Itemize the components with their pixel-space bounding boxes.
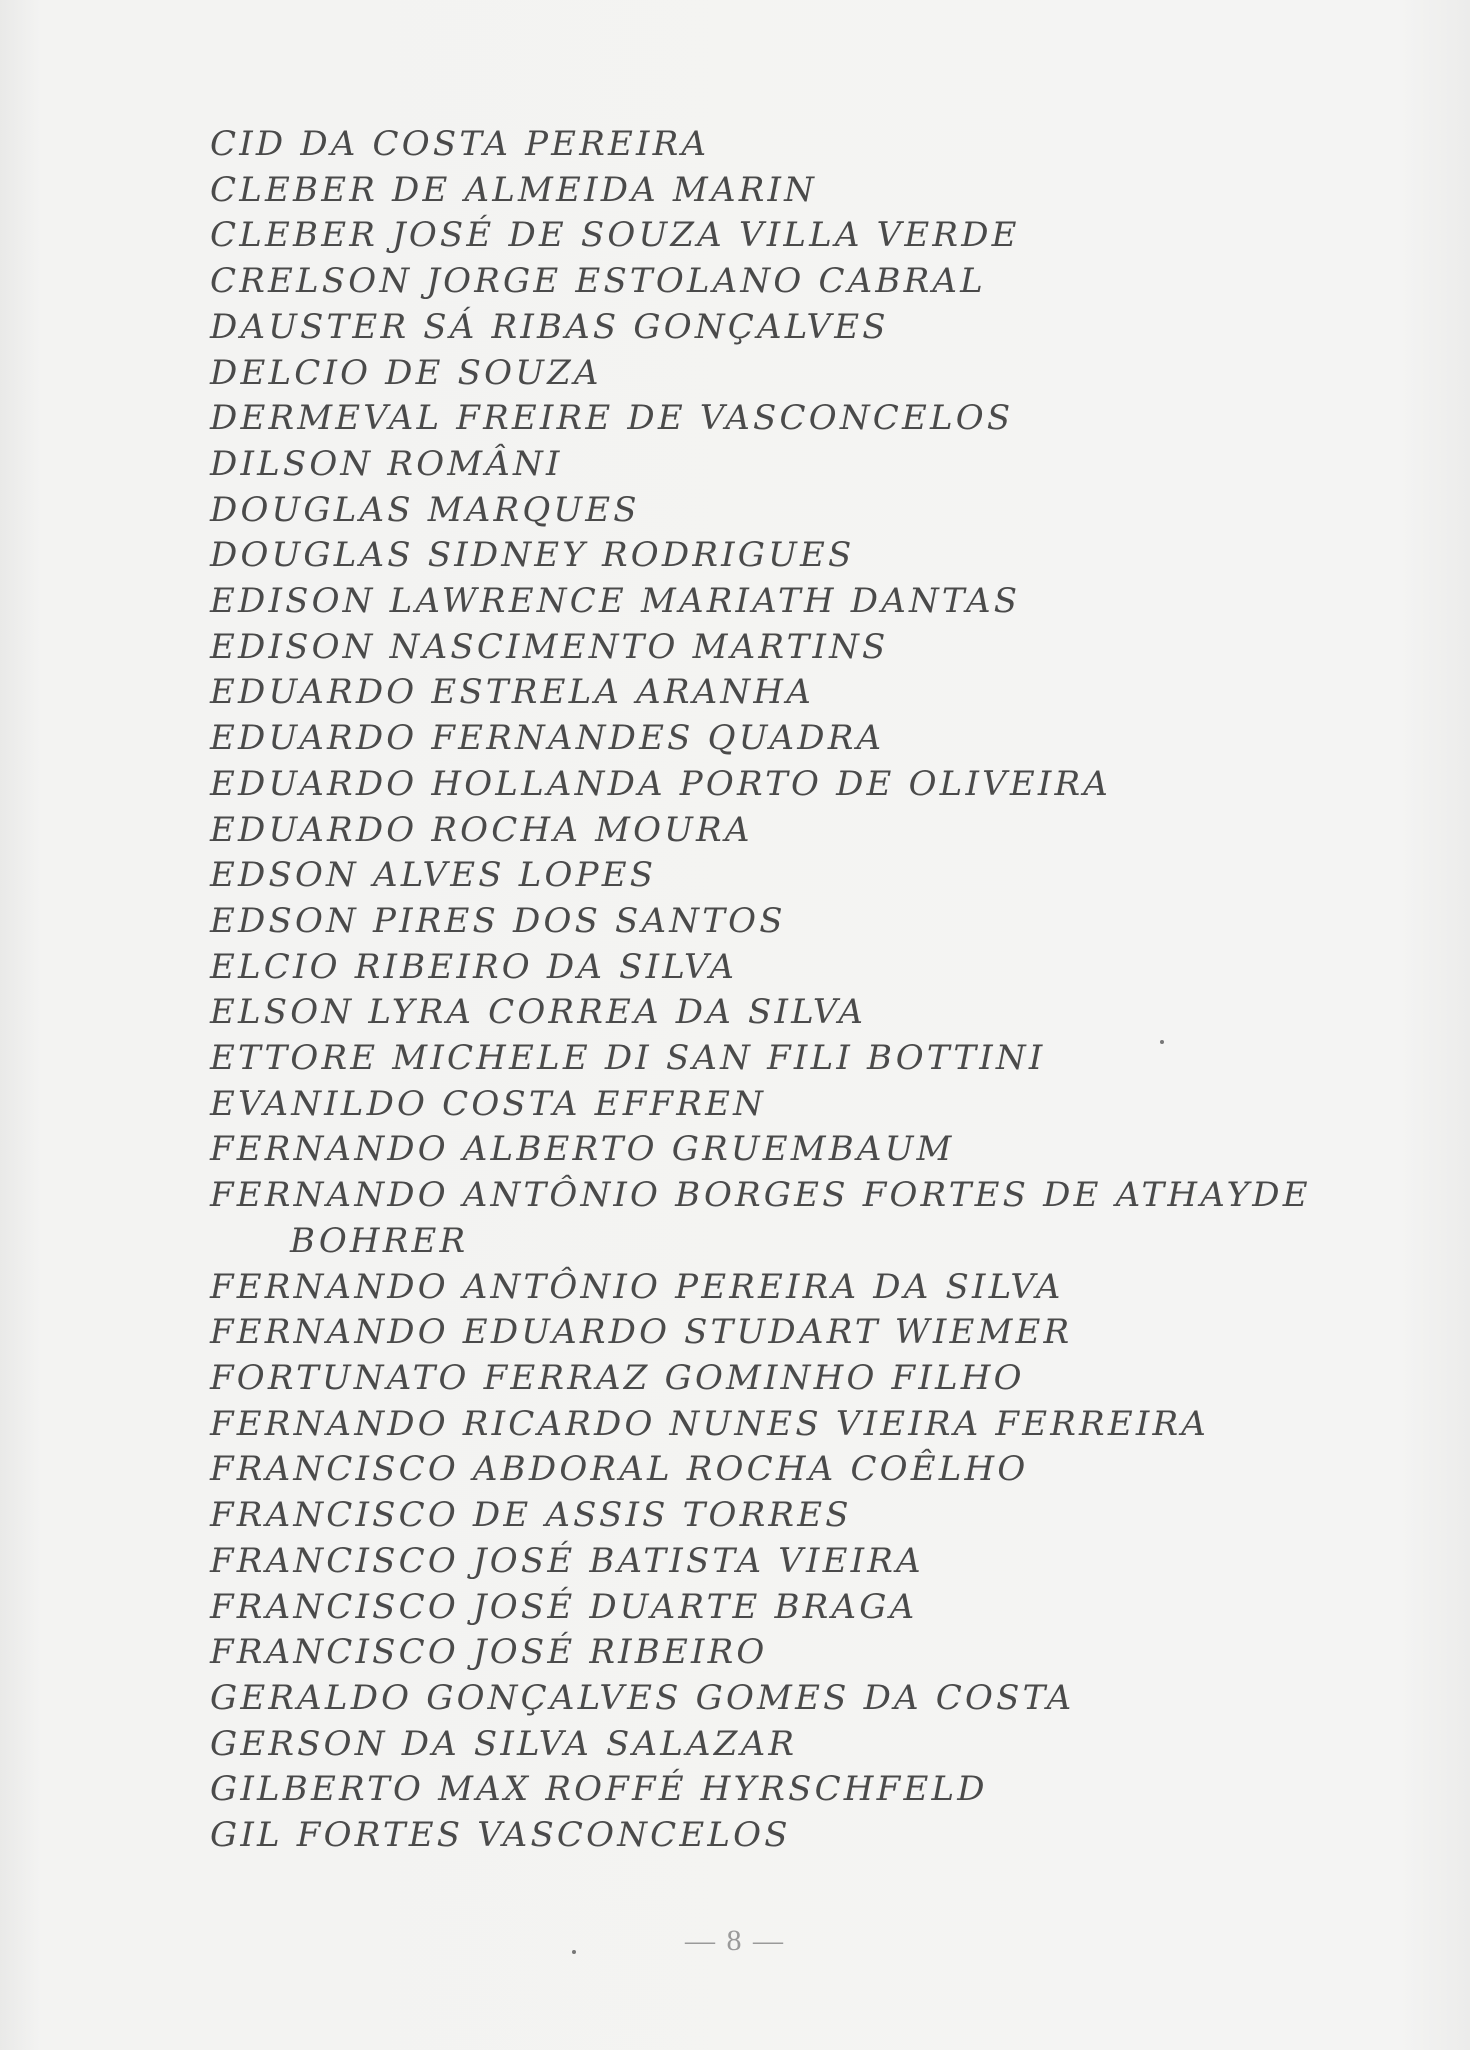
name-entry: [210, 1813, 1410, 1859]
name-entry: [210, 533, 1410, 579]
name-text: DELCIO DE SOUZA: [210, 352, 602, 393]
name-text: DOUGLAS SIDNEY RODRIGUES: [210, 535, 855, 576]
name-entry: [210, 396, 1410, 442]
name-text: EDISON LAWRENCE MARIATH DANTAS: [210, 581, 1021, 622]
name-entry: [210, 1539, 1410, 1585]
name-text: DILSON ROMÂNI: [210, 443, 563, 484]
name-text: GILBERTO MAX ROFFÉ HYRSCHFELD: [210, 1769, 988, 1810]
name-entry: [210, 1630, 1410, 1676]
name-text: CLEBER DE ALMEIDA MARIN: [210, 169, 818, 210]
name-entry: [210, 168, 1410, 214]
name-text: FRANCISCO DE ASSIS TORRES: [210, 1495, 852, 1536]
name-text: EDISON NASCIMENTO MARTINS: [210, 626, 889, 667]
name-entry: [210, 1447, 1410, 1493]
name-text: DERMEVAL FREIRE DE VASCONCELOS: [210, 398, 1014, 439]
name-entry: [210, 899, 1410, 945]
name-text: FERNANDO RICARDO NUNES VIEIRA FERREIRA: [210, 1403, 1210, 1444]
name-text: EVANILDO COSTA EFFREN: [210, 1083, 767, 1124]
name-text: ELSON LYRA CORREA DA SILVA: [210, 992, 867, 1033]
name-text: EDUARDO ESTRELA ARANHA: [210, 672, 814, 713]
page-number: — 8 —: [685, 1924, 785, 1957]
name-entry: [210, 1402, 1410, 1448]
name-text: FRANCISCO JOSÉ BATISTA VIEIRA: [210, 1540, 924, 1581]
name-list: [210, 122, 1410, 1859]
name-entry: [210, 945, 1410, 991]
name-entry: [210, 853, 1410, 899]
name-entry: [210, 579, 1410, 625]
name-text: GIL FORTES VASCONCELOS: [210, 1815, 791, 1856]
name-text: FRANCISCO JOSÉ RIBEIRO: [210, 1632, 768, 1673]
name-text: DAUSTER SÁ RIBAS GONÇALVES: [210, 306, 889, 347]
name-entry: [210, 1356, 1410, 1402]
name-text: FERNANDO EDUARDO STUDART WIEMER: [210, 1312, 1073, 1353]
name-text: FERNANDO ALBERTO GRUEMBAUM: [210, 1129, 955, 1170]
name-continuation: BOHRER: [290, 1220, 469, 1261]
name-entry: [210, 1082, 1410, 1128]
name-text: CID DA COSTA PEREIRA: [210, 124, 710, 164]
name-entry: [210, 305, 1410, 351]
name-entry: [210, 1127, 1410, 1173]
name-entry: [210, 1173, 1410, 1264]
name-entry: [210, 1676, 1410, 1722]
name-text: FORTUNATO FERRAZ GOMINHO FILHO: [210, 1357, 1025, 1398]
name-text: EDSON PIRES DOS SANTOS: [210, 900, 786, 941]
name-entry: [210, 1036, 1410, 1082]
name-entry: [210, 1265, 1410, 1311]
name-entry: [210, 625, 1410, 671]
name-text: GERALDO GONÇALVES GOMES DA COSTA: [210, 1677, 1075, 1718]
name-text: FERNANDO ANTÔNIO PEREIRA DA SILVA: [210, 1266, 1064, 1307]
name-text: FRANCISCO JOSÉ DUARTE BRAGA: [210, 1586, 918, 1627]
name-text: FERNANDO ANTÔNIO BORGES FORTES DE ATHAYDE: [210, 1175, 1311, 1216]
name-entry: [210, 259, 1410, 305]
name-entry: [210, 990, 1410, 1036]
name-entry: [210, 1310, 1410, 1356]
name-text: EDUARDO ROCHA MOURA: [210, 809, 753, 850]
name-text: ELCIO RIBEIRO DA SILVA: [210, 946, 738, 987]
name-text: EDUARDO FERNANDES QUADRA: [210, 718, 885, 759]
name-entry: [210, 213, 1410, 259]
name-entry: [210, 488, 1410, 534]
name-entry: [210, 1722, 1410, 1768]
name-text: EDSON ALVES LOPES: [210, 855, 657, 896]
name-text: CRELSON JORGE ESTOLANO CABRAL: [210, 261, 986, 302]
name-text: GERSON DA SILVA SALAZAR: [210, 1723, 798, 1764]
name-text: DOUGLAS MARQUES: [210, 489, 640, 530]
paper-speck: [1160, 1040, 1164, 1044]
name-text: FRANCISCO ABDORAL ROCHA COÊLHO: [210, 1449, 1029, 1490]
name-entry: [210, 1767, 1410, 1813]
name-entry: [210, 716, 1410, 762]
name-entry: [210, 122, 1410, 168]
paper-speck: [572, 1950, 576, 1954]
name-text: EDUARDO HOLLANDA PORTO DE OLIVEIRA: [210, 763, 1112, 804]
name-entry: [210, 808, 1410, 854]
name-text: CLEBER JOSÉ DE SOUZA VILLA VERDE: [210, 215, 1020, 256]
name-text: ETTORE MICHELE DI SAN FILI BOTTINI: [210, 1038, 1046, 1079]
name-entry: [210, 1585, 1410, 1631]
name-entry: [210, 442, 1410, 488]
name-entry: [210, 670, 1410, 716]
name-entry: [210, 762, 1410, 808]
name-entry: [210, 1493, 1410, 1539]
name-entry: [210, 351, 1410, 397]
